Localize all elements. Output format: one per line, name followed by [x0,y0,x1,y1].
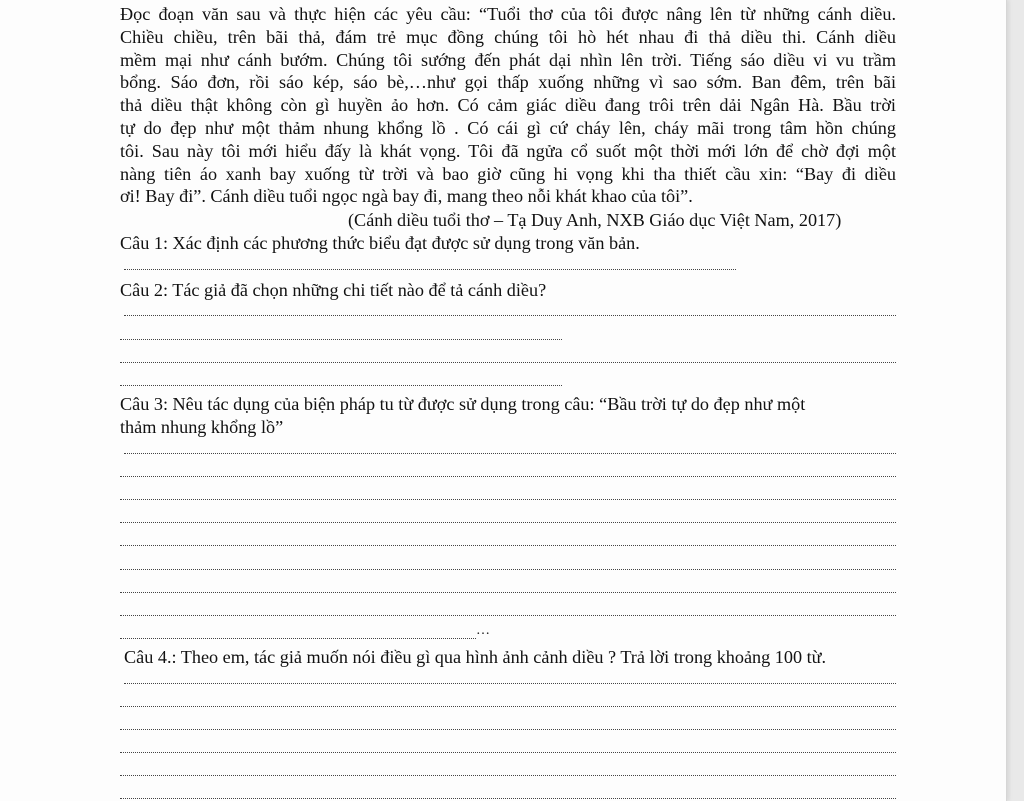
question-3: Câu 3: Nêu tác dụng của biện pháp tu từ được sử dụng trong câu: “Bầu trời tự do đẹp như một [120,394,806,414]
passage-line: ơi! Bay đi”. Cánh diều tuổi ngọc ngà bay đi, mang theo nỗi khát khao của tôi”. [120,186,693,207]
answer-line[interactable] [120,638,476,639]
answer-line[interactable] [120,592,896,593]
question-1: Câu 1: Xác định các phương thức biểu đạt được sử dụng trong văn bản. [120,233,640,253]
answer-line[interactable] [120,775,896,776]
question-2: Câu 2: Tác giả đã chọn những chi tiết nào để tả cánh diều? [120,280,547,300]
answer-line[interactable] [120,362,896,363]
passage-line: Đọc đoạn văn sau và thực hiện các yêu cầu: “Tuổi thơ của tôi được nâng lên từ những cánh diều. [120,4,896,24]
answer-line[interactable] [120,476,896,477]
answer-line[interactable] [124,683,896,684]
answer-line[interactable] [120,522,896,523]
answer-line[interactable] [120,339,562,340]
answer-line[interactable] [124,315,896,316]
answer-line[interactable] [120,569,896,570]
answer-line[interactable] [120,752,896,753]
passage-source: (Cánh diều tuổi thơ – Tạ Duy Anh, NXB Giáo dục Việt Nam, 2017) [348,210,842,230]
answer-line[interactable] [120,385,562,386]
answer-line[interactable] [120,499,896,500]
reading-passage [120,3,896,208]
passage-line: Chiều chiều, trên bãi thả, đám trẻ mục đồng chúng tôi hò hét nhau đi thả diều thi. Cánh diều [120,26,896,47]
answer-line[interactable] [120,729,896,730]
question-3-continued: thảm nhung khổng lồ” [120,417,284,437]
trailing-ellipsis: … [476,623,490,638]
passage-line: tôi. Sau này tôi mới hiểu đấy là khát vọng. Tôi đã ngửa cổ suốt một thời mới lớn để chờ đợi một [120,140,896,161]
answer-line[interactable] [120,615,896,616]
passage-line: nàng tiên áo xanh bay xuống từ trời và bao giờ cũng hi vọng khi tha thiết cầu xin: “Bay đi diều [120,163,896,184]
question-4: Câu 4.: Theo em, tác giả muốn nói điều gì qua hình ảnh cảnh diều ? Trả lời trong khoảng 100 từ. [124,647,827,667]
answer-line[interactable] [120,545,896,546]
answer-line[interactable] [124,453,896,454]
passage-line: thả diều thật không còn gì huyền ảo hơn. Có cảm giác diều đang trôi trên dải Ngân Hà. Bầu trời [120,95,896,116]
passage-line: bổng. Sáo đơn, rồi sáo kép, sáo bè,…như gọi thấp xuống những vì sao sớm. Ban đêm, trên bãi [120,72,896,93]
passage-line: mềm mại như cánh bướm. Chúng tôi sướng đến phát dại nhìn lên trời. Tiếng sáo diều vi vu trầm [120,49,896,70]
answer-line[interactable] [124,269,736,270]
answer-line[interactable] [120,706,896,707]
answer-line[interactable] [120,798,896,799]
passage-line: tự do đẹp như một thảm nhung khổng lồ . Có cái gì cứ cháy lên, cháy mãi trong tâm hồn chúng [120,117,896,138]
